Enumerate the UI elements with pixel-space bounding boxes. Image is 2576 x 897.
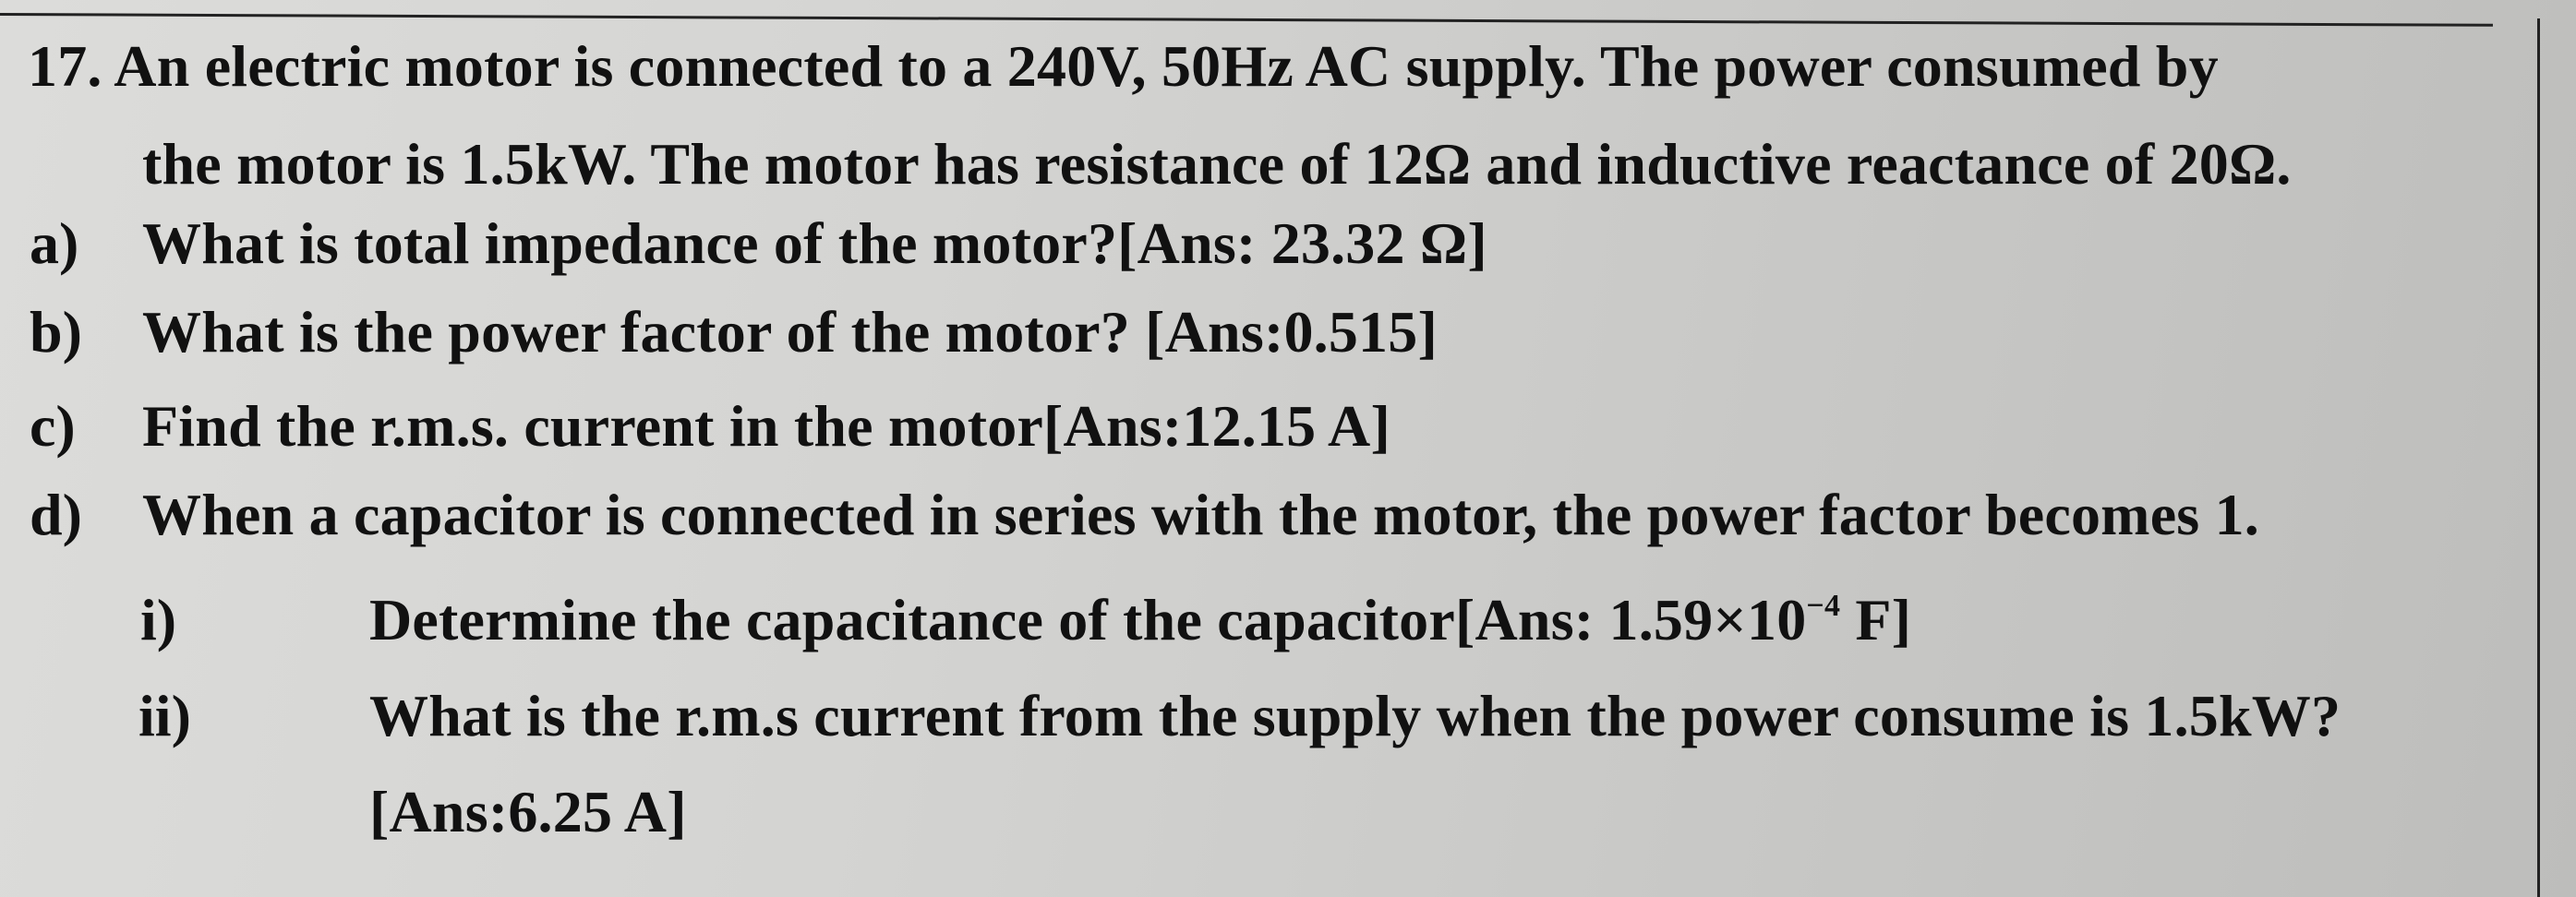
question-stem-line-1 [28, 31, 2219, 102]
part-c-marker: c) [30, 393, 76, 459]
part-a-text: What is total impedance of the motor?[Ans: 23.32 Ω] [142, 210, 1487, 276]
part-b-text: What is the power factor of the motor? [Ans:0.515] [142, 299, 1438, 365]
part-b-marker: b) [30, 299, 82, 365]
part-d-text: When a capacitor is connected in series with the motor, the power factor becomes 1. [142, 482, 2260, 547]
subpart-i-text [369, 585, 1911, 655]
subpart-ii-text-line-1: What is the r.m.s current from the supply when the power consume is 1.5kW? [369, 683, 2341, 748]
subpart-i-text-tail: F] [1840, 587, 1912, 652]
part-a-marker: a) [30, 210, 79, 276]
subpart-i-text-main: Determine the capacitance of the capacitor[Ans: 1.59×10 [369, 587, 1807, 652]
subpart-i-marker: i) [140, 587, 177, 652]
subpart-ii-marker: ii) [138, 683, 191, 748]
subpart-i-exponent: −4 [1806, 589, 1841, 623]
subpart-ii-text-line-2: [Ans:6.25 A] [369, 779, 687, 844]
question-stem-text-1: An electric motor is connected to a 240V, 50Hz AC supply. The power consumed by [114, 33, 2219, 99]
question-stem-line-2 [142, 129, 2292, 199]
question-stem-text-2: the motor is 1.5kW. The motor has resistance of 12Ω and inductive reactance of 20Ω. [142, 131, 2292, 197]
part-d-marker: d) [30, 482, 82, 547]
box-right-border [2537, 18, 2540, 897]
box-top-border [0, 13, 2493, 27]
question-number: 17. [28, 33, 102, 99]
part-c-text: Find the r.m.s. current in the motor[Ans:12.15 A] [142, 393, 1390, 459]
